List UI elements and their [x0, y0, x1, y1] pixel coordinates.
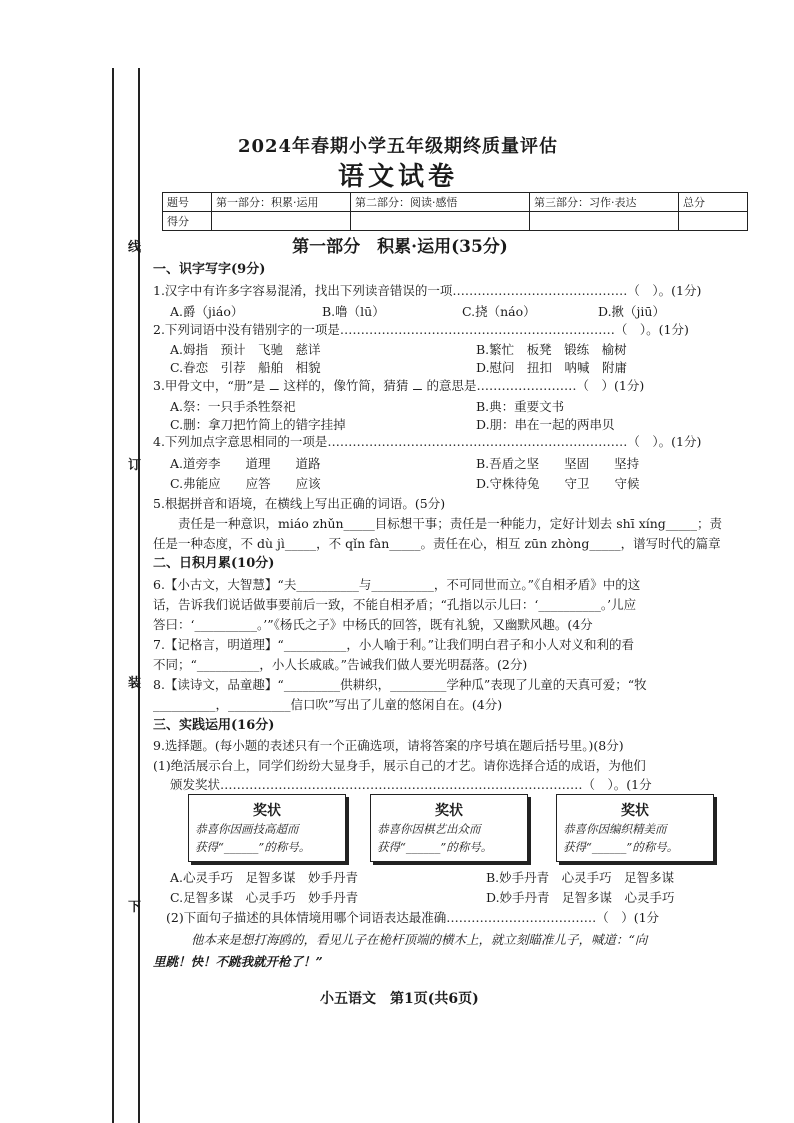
- q3-option-a: A.祭：一只手杀牲祭祀: [170, 399, 296, 414]
- section3-heading: 三、实践运用(16分): [153, 718, 275, 733]
- score-row-label: 得分: [163, 212, 212, 231]
- q4-option-b: B.吾盾之坚 坚固 坚持: [476, 456, 640, 471]
- q1-option-c: C.挠（náo）: [462, 304, 536, 319]
- q2-option-c: C.眷恋 引荐 船舶 相貌: [170, 360, 321, 375]
- score-input-total[interactable]: [679, 212, 748, 231]
- q4-option-d: D.守株待兔 守卫 守候: [476, 476, 640, 491]
- q8-line1: 8.【读诗文，品童趣】“_________供耕织，_________学种瓜”表现了儿童的天真可爱；“牧: [153, 677, 647, 692]
- binding-mark-xia: 下: [128, 900, 142, 915]
- section1-heading: 一、识字写字(9分): [153, 262, 266, 277]
- q2-option-a: A.姆指 预计 飞驰 慈详: [170, 342, 321, 357]
- binding-mark-ding: 订: [128, 458, 142, 473]
- award-line1: 恭喜你因画技高超而: [195, 822, 299, 836]
- score-cell-label: 题号: [163, 193, 212, 212]
- section2-heading: 二、日积月累(10分): [153, 556, 275, 571]
- q7-line2: 不同；“__________，小人长戚戚。”告诫我们做人要光明磊落。(2分): [153, 657, 528, 672]
- q9-1-option-a: A.心灵手巧 足智多谋 妙手丹青: [170, 870, 359, 885]
- q1-text: 1.汉字中有许多字容易混淆，找出下列读音错误的一项……………………………………（ ）。(1分): [153, 283, 702, 298]
- q9-1-option-d: D.妙手丹青 足智多谋 心灵手巧: [486, 890, 675, 905]
- q4-text: 4.下列加点字意思相同的一项是………………………………………………………………（ ）。(1分): [153, 434, 702, 449]
- score-cell-part3: 第三部分：习作·表达: [530, 193, 679, 212]
- q9-1-line1: (1)绝活展示台上，同学们纷纷大显身手，展示自己的才艺。请你选择合适的成语，为他们: [153, 758, 646, 773]
- q2-text: 2.下列词语中没有错别字的一项是…………………………………………………………（ ）。(1分): [153, 322, 689, 337]
- q6-line3: 答曰：‘__________。’”《杨氏之子》中杨氏的回答，既有礼貌，又幽默风趣。(4分: [153, 617, 593, 632]
- award-title: 奖状: [253, 803, 281, 819]
- score-cell-part1: 第一部分：积累·运用: [212, 193, 351, 212]
- award-card-1: [188, 794, 346, 862]
- score-input-part1[interactable]: [212, 212, 351, 231]
- q3-text: 3.甲骨文中，“册”是 𝍠 这样的，像竹简，猜猜 𝍠 的意思是……………………（ ）(1分): [153, 378, 645, 393]
- q2-option-d: D.慰问 扭扣 呐喊 附庸: [476, 360, 628, 375]
- award-card-2: [370, 794, 528, 862]
- binding-line-right: [138, 68, 140, 1123]
- q6-line2: 话，告诉我们说话做事要前后一致，不能自相矛盾；“孔指以示儿曰：‘__________。’儿应: [153, 597, 637, 612]
- q1-option-a: A.爵（jiáo）: [170, 304, 244, 319]
- binding-mark-zhuang: 装: [128, 676, 142, 691]
- q5-text: 5.根据拼音和语境，在横线上写出正确的词语。(5分): [153, 496, 446, 511]
- score-cell-part2: 第二部分：阅读·感悟: [351, 193, 530, 212]
- q3-option-b: B.典：重要文书: [476, 399, 565, 414]
- q9-1-option-b: B.妙手丹青 心灵手巧 足智多谋: [486, 870, 675, 885]
- award-line1: 恭喜你因棋艺出众而: [377, 822, 481, 836]
- q1-option-b: B.噜（lū）: [322, 304, 385, 319]
- q3-option-c: C.删：拿刀把竹简上的错字挂掉: [170, 417, 346, 432]
- part1-title: 第一部分 积累·运用(35分): [292, 237, 508, 257]
- page-footer: 小五语文 第1页(共6页): [320, 991, 479, 1007]
- score-table: [162, 192, 748, 231]
- q9-2-line2: 他本来是想打海鸥的，看见儿子在桅杆顶端的横木上，就立刻瞄准儿子，喊道：“向: [166, 932, 648, 947]
- award-line2: 获得“______”的称号。: [195, 840, 311, 854]
- q4-option-c: C.弗能应 应答 应该: [170, 476, 321, 491]
- score-input-part2[interactable]: [351, 212, 530, 231]
- q9-2-line1: (2)下面句子描述的具体情境用哪个词语表达最准确………………………………（ ）(1分: [166, 910, 660, 925]
- q9-2-line3: 里跳！快！不跳我就开枪了！”: [153, 954, 323, 969]
- exam-title-line2: 语文试卷: [337, 162, 458, 192]
- q9-text: 9.选择题。(每小题的表述只有一个正确选项，请将答案的序号填在题后括号里。)(8分): [153, 738, 624, 753]
- exam-title-line1: 2024年春期小学五年级期终质量评估: [237, 136, 559, 157]
- q2-option-b: B.繁忙 板凳 锻练 榆树: [476, 342, 627, 357]
- award-line2: 获得“______”的称号。: [563, 840, 679, 854]
- score-cell-total: 总分: [679, 193, 748, 212]
- award-line1: 恭喜你因编织精美而: [563, 822, 667, 836]
- q8-line2: __________，__________信口吹”写出了儿童的悠闲自在。(4分): [153, 697, 503, 712]
- award-title: 奖状: [435, 803, 463, 819]
- q9-1-option-c: C.足智多谋 心灵手巧 妙手丹青: [170, 890, 359, 905]
- binding-line-left: [112, 68, 114, 1123]
- q9-1-line2: 颁发奖状……………………………………………………………………………（ ）。(1分: [170, 777, 652, 792]
- q3-option-d: D.朋：串在一起的两串贝: [476, 417, 615, 432]
- q7-line1: 7.【记格言，明道理】“__________，小人喻于利。”让我们明白君子和小人对义和利的看: [153, 637, 634, 652]
- q6-line1: 6.【小古文，大智慧】“夫__________与__________，不可同世而立。”《自相矛盾》中的这: [153, 577, 641, 592]
- q1-option-d: D.揪（jiū）: [598, 304, 665, 319]
- award-line2: 获得“______”的称号。: [377, 840, 493, 854]
- award-card-3: [556, 794, 714, 862]
- q5-line1: 责任是一种意识，miáo zhǔn_____目标想干事；责任是一种能力，定好计划去 shī xíng_____；责: [153, 516, 723, 531]
- q5-line2: 任是一种态度，不 dù jì_____，不 qǐn fàn_____。责任在心，相互 zūn zhòng_____，谱写时代的篇章: [153, 536, 721, 551]
- binding-mark-xian: 线: [128, 240, 142, 255]
- q4-option-a: A.道旁李 道理 道路: [170, 456, 321, 471]
- score-input-part3[interactable]: [530, 212, 679, 231]
- award-title: 奖状: [621, 803, 649, 819]
